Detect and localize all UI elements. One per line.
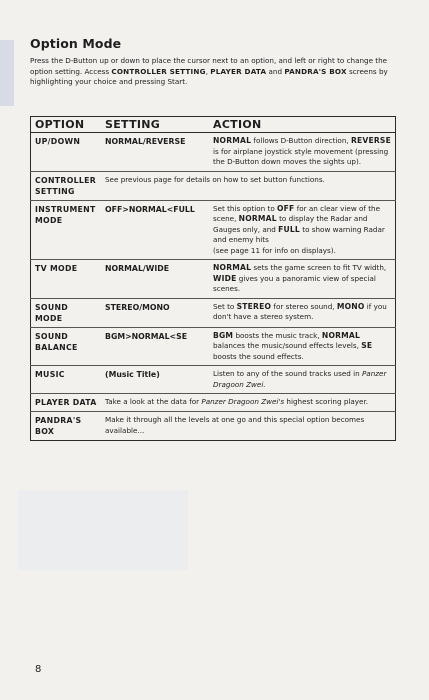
keyword: REVERSE [350,136,391,145]
option-cell: INSTRUMENT MODE [31,200,102,260]
setting-cell: OFF>NORMAL<FULL [101,200,209,260]
action-text: (see page 11 for info on displays). [213,245,336,255]
intro-keyword: PANDRA'S BOX [284,66,347,76]
table-row [31,171,396,200]
option-cell: SOUND MODE [31,298,102,327]
option-cell: TV MODE [31,260,102,299]
game-title: Panzer Dragoon Zwei's [201,397,285,406]
option-cell: PLAYER DATA [31,394,102,412]
setting-cell: NORMAL/REVERSE [101,133,209,172]
action-cell [209,260,396,299]
description-text: Take a look at the data for [105,397,202,406]
action-cell [209,366,396,394]
description-cell: Make it through all the levels at one go and this special option becomes available... [105,415,365,435]
action-cell [209,298,396,327]
table-row [31,260,396,299]
action-text: is for airplane joystick style movement (pressing the D-Button down moves the sights up). [213,146,389,166]
description-text: highest scoring player. [284,397,369,406]
action-text: if you don't have a stereo system. [213,301,387,321]
keyword: STEREO [236,301,272,311]
action-text: to display the Radar and Gauges only, and [213,214,368,234]
show-through-shade [18,490,188,570]
table-row [31,366,396,394]
option-cell: MUSIC [31,366,102,394]
intro-paragraph [30,56,396,88]
option-cell: PANDRA'S BOX [35,416,82,436]
action-text: gives you a panoramic view of special scenes. [213,273,376,293]
table-row [31,412,396,441]
table-header-row [31,117,396,133]
intro-keyword: CONTROLLER SETTING [111,66,206,76]
action-text: boosts the sound effects. [213,351,304,361]
setting-cell: BGM>NORMAL<SE [101,327,209,366]
action-text: Set this option to [213,203,277,213]
action-text: Listen to any of the sound tracks used in [213,369,362,378]
intro-text: Press the D-Button up or down to place the cursor next to an option, and left or right to change the option setting. Access [30,56,388,76]
keyword: BGM [213,330,234,340]
option-cell: UP/DOWN [31,133,102,172]
setting-cell: STEREO/MONO [101,298,209,327]
page-number: 8 [35,664,42,675]
action-text: Set to [213,301,237,311]
keyword: NORMAL [238,214,277,223]
setting-cell: NORMAL/WIDE [101,260,209,299]
intro-keyword: PLAYER DATA [210,66,267,76]
action-text: for an clear view of the scene, [213,203,380,223]
options-table [30,116,396,441]
option-cell: CONTROLLER SETTING [31,171,102,200]
keyword: WIDE [213,273,237,283]
game-title: Panzer Dragoon Zwei. [213,369,387,389]
keyword: NORMAL [213,136,252,145]
intro-text: , [205,66,211,76]
page-edge-tint [0,40,14,106]
intro-text: screens by highlighting your choice and pressing Start. [30,66,388,86]
keyword: FULL [278,224,300,234]
action-text: to show warning Radar and enemy hits [213,224,385,244]
keyword: MONO [336,301,365,311]
option-cell: SOUND BALANCE [31,327,102,366]
table-row [31,298,396,327]
action-cell [209,200,396,260]
description-cell [101,394,396,412]
table-row [31,394,396,412]
keyword: NORMAL [213,263,252,272]
action-cell [209,327,396,366]
header-option: OPTION [31,117,102,133]
description-cell: See previous page for details on how to set button functions. [101,171,396,200]
header-setting: SETTING [101,117,209,133]
action-text: balances the music/sound effects levels, [213,341,362,350]
keyword: NORMAL [321,330,361,340]
action-cell [209,133,396,172]
table-row [31,327,396,366]
setting-cell: (Music Title) [101,366,209,394]
action-text: follows D-Button direction, [251,136,351,145]
intro-text: and [266,66,285,76]
action-text: for stereo sound, [271,301,337,311]
page-title: Option Mode [30,36,122,51]
header-action: ACTION [209,117,396,133]
action-text: boosts the music track, [233,330,322,340]
keyword: SE [361,341,373,350]
table-row [31,133,396,172]
action-text: sets the game screen to fit TV width, [251,263,387,272]
table-row [31,200,396,260]
keyword: OFF [277,203,295,213]
